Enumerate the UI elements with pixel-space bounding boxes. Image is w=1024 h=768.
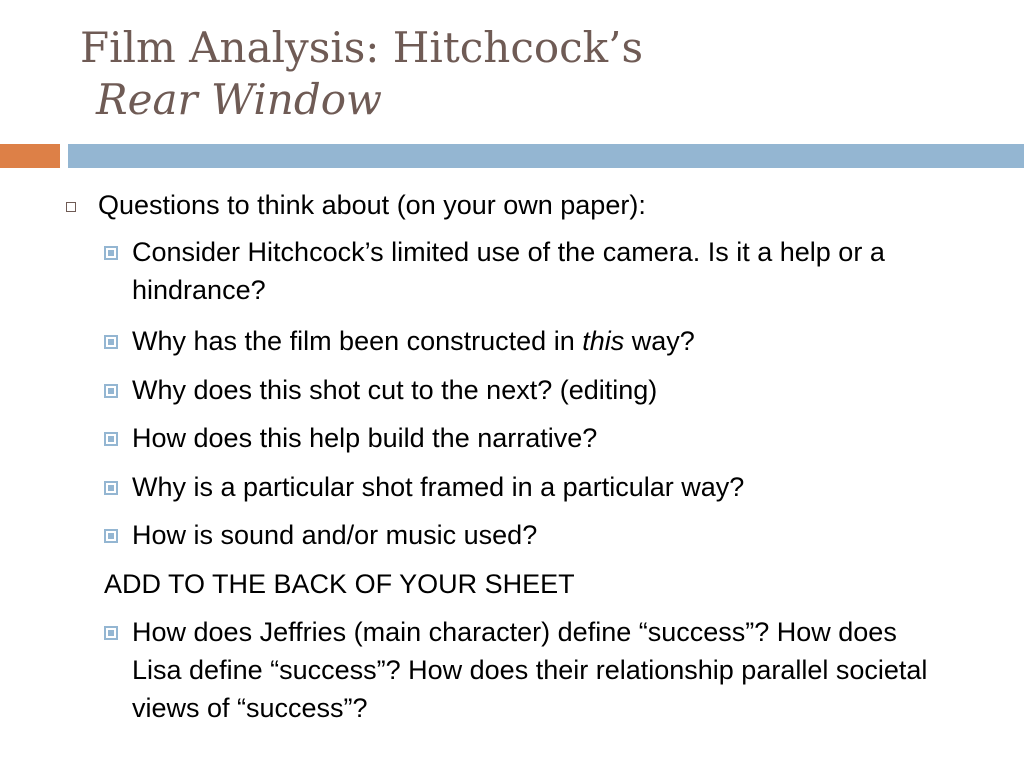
question-item: Why is a particular shot framed in a particular way? [132, 472, 745, 502]
question-item: How does this help build the narrative? [132, 423, 598, 453]
question-item [132, 322, 952, 360]
square-bullet-icon [104, 246, 118, 260]
square-bullet-icon [104, 384, 118, 398]
slide-title [80, 22, 643, 126]
question-item: Why does this shot cut to the next? (editing) [132, 375, 658, 405]
square-bullet-icon [104, 335, 118, 349]
slide-title-line-2: Rear Window [96, 75, 382, 124]
orange-accent-bar [0, 144, 60, 168]
question-item: How is sound and/or music used? [132, 520, 538, 550]
square-bullet-icon [104, 432, 118, 446]
square-bullet-icon [104, 529, 118, 543]
slide-title-line-1: Film Analysis: Hitchcock’s [80, 23, 644, 72]
heading-text: Questions to think about (on your own paper): [98, 190, 646, 220]
add-to-back-note: ADD TO THE BACK OF YOUR SHEET [104, 569, 575, 599]
question-emphasis: this [582, 326, 625, 356]
question-text-after: way? [624, 326, 695, 356]
question-item: Consider Hitchcock’s limited use of the camera. Is it a help or a hindrance? [132, 237, 885, 305]
square-bullet-icon [104, 481, 118, 495]
question-text-before: Why has the film been constructed in [132, 326, 583, 356]
blue-accent-bar [68, 144, 1024, 168]
square-bullet-icon [104, 626, 118, 640]
final-question: How does Jeffries (main character) define “success”? How does Lisa define “success”? How does their relationship parallel societal views of “success”? [132, 617, 928, 723]
hollow-square-bullet-icon [66, 202, 76, 212]
